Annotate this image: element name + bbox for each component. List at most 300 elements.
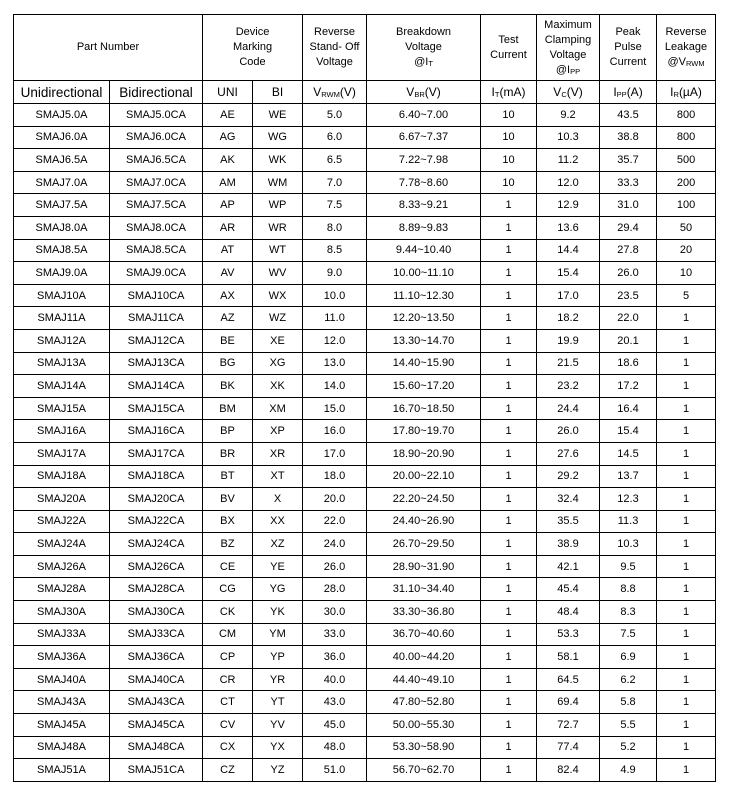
uni-marking-cell: CV [203,714,253,737]
uni-marking-cell: AP [203,194,253,217]
vrwm-cell: 10.0 [303,284,367,307]
vrwm-cell: 8.0 [303,216,367,239]
ir-cell: 800 [657,104,716,127]
bidirectional-part-cell: SMAJ7.0CA [110,171,203,194]
bi-header: BI [253,81,303,104]
vc-cell: 42.1 [537,555,600,578]
it-cell: 1 [481,262,537,285]
vc-cell: 18.2 [537,307,600,330]
bi-marking-cell: YG [253,578,303,601]
vc-cell: 32.4 [537,488,600,511]
it-cell: 1 [481,420,537,443]
vc-cell: 9.2 [537,104,600,127]
table-row [14,578,716,601]
ipp-cell: 4.9 [600,759,657,782]
unidirectional-part-cell: SMAJ30A [14,601,110,624]
bidirectional-part-cell: SMAJ43CA [110,691,203,714]
bidirectional-part-cell: SMAJ10CA [110,284,203,307]
vbr-cell: 10.00~11.10 [367,262,481,285]
vrwm-cell: 12.0 [303,329,367,352]
vbr-cell: 53.30~58.90 [367,736,481,759]
ipp-cell: 14.5 [600,442,657,465]
vc-cell: 29.2 [537,465,600,488]
vc-cell: 82.4 [537,759,600,782]
ir-cell: 1 [657,488,716,511]
bi-marking-cell: WM [253,171,303,194]
vc-cell: 64.5 [537,668,600,691]
uni-marking-cell: AG [203,126,253,149]
bidirectional-part-cell: SMAJ28CA [110,578,203,601]
bi-marking-cell: XM [253,397,303,420]
vrwm-cell: 6.0 [303,126,367,149]
vrwm-cell: 9.0 [303,262,367,285]
it-cell: 10 [481,126,537,149]
it-cell: 1 [481,216,537,239]
unidirectional-part-cell: SMAJ24A [14,533,110,556]
unidirectional-part-cell: SMAJ15A [14,397,110,420]
ir-cell: 100 [657,194,716,217]
unidirectional-part-cell: SMAJ5.0A [14,104,110,127]
uni-marking-cell: CG [203,578,253,601]
bi-marking-cell: WK [253,149,303,172]
it-cell: 1 [481,488,537,511]
bidirectional-part-cell: SMAJ6.5CA [110,149,203,172]
bidirectional-part-cell: SMAJ33CA [110,623,203,646]
header-row-2 [14,81,716,104]
ipp-cell: 23.5 [600,284,657,307]
vc-cell: 69.4 [537,691,600,714]
unidirectional-part-cell: SMAJ12A [14,329,110,352]
bi-marking-cell: WZ [253,307,303,330]
unidirectional-part-cell: SMAJ51A [14,759,110,782]
table-row [14,352,716,375]
vrwm-cell: 26.0 [303,555,367,578]
bi-marking-cell: YK [253,601,303,624]
uni-marking-cell: CE [203,555,253,578]
bidirectional-part-cell: SMAJ17CA [110,442,203,465]
vrwm-cell: 11.0 [303,307,367,330]
ipp-cell: 12.3 [600,488,657,511]
ir-cell: 800 [657,126,716,149]
vrwm-cell: 20.0 [303,488,367,511]
bidirectional-part-cell: SMAJ15CA [110,397,203,420]
unidirectional-part-cell: SMAJ14A [14,375,110,398]
vrwm-cell: 18.0 [303,465,367,488]
ipp-cell: 31.0 [600,194,657,217]
uni-marking-cell: BK [203,375,253,398]
table-row [14,601,716,624]
table-row [14,216,716,239]
uni-marking-cell: BM [203,397,253,420]
vbr-cell: 15.60~17.20 [367,375,481,398]
device-marking-code-header: Device Marking Code [203,15,303,81]
ir-cell: 1 [657,578,716,601]
ipp-cell: 33.3 [600,171,657,194]
uni-marking-cell: AV [203,262,253,285]
vrwm-cell: 48.0 [303,736,367,759]
uni-marking-cell: BV [203,488,253,511]
bidirectional-part-cell: SMAJ14CA [110,375,203,398]
vc-cell: 14.4 [537,239,600,262]
vbr-cell: 56.70~62.70 [367,759,481,782]
table-row [14,646,716,669]
table-row [14,533,716,556]
bi-marking-cell: X [253,488,303,511]
vrwm-cell: 45.0 [303,714,367,737]
bidirectional-part-cell: SMAJ20CA [110,488,203,511]
vc-cell: 10.3 [537,126,600,149]
vrwm-cell: 40.0 [303,668,367,691]
bi-marking-cell: XZ [253,533,303,556]
table-row [14,104,716,127]
bidirectional-part-cell: SMAJ13CA [110,352,203,375]
bidirectional-part-cell: SMAJ8.5CA [110,239,203,262]
ir-cell: 1 [657,329,716,352]
it-cell: 1 [481,714,537,737]
bidirectional-part-cell: SMAJ7.5CA [110,194,203,217]
ir-cell: 1 [657,646,716,669]
unidirectional-part-cell: SMAJ13A [14,352,110,375]
ir-cell: 10 [657,262,716,285]
vbr-cell: 6.67~7.37 [367,126,481,149]
bi-marking-cell: XK [253,375,303,398]
unidirectional-header: Unidirectional [14,81,110,104]
bidirectional-part-cell: SMAJ48CA [110,736,203,759]
unidirectional-part-cell: SMAJ6.5A [14,149,110,172]
bi-marking-cell: YM [253,623,303,646]
it-cell: 1 [481,601,537,624]
ir-cell: 1 [657,510,716,533]
unidirectional-part-cell: SMAJ18A [14,465,110,488]
bi-marking-cell: YX [253,736,303,759]
uni-marking-cell: AM [203,171,253,194]
uni-marking-cell: AX [203,284,253,307]
table-row [14,510,716,533]
it-cell: 1 [481,307,537,330]
vbr-cell: 44.40~49.10 [367,668,481,691]
bi-marking-cell: YE [253,555,303,578]
unidirectional-part-cell: SMAJ20A [14,488,110,511]
peak-pulse-current-header: Peak Pulse Current [600,15,657,81]
ipp-cell: 27.8 [600,239,657,262]
vc-unit-header: $V_C(V)$ [537,81,600,104]
table-row [14,194,716,217]
vc-cell: 15.4 [537,262,600,285]
uni-marking-cell: CR [203,668,253,691]
bi-marking-cell: WE [253,104,303,127]
bi-marking-cell: YZ [253,759,303,782]
unidirectional-part-cell: SMAJ40A [14,668,110,691]
uni-marking-cell: BP [203,420,253,443]
ipp-cell: 5.8 [600,691,657,714]
test-current-header: Test Current [481,15,537,81]
bi-marking-cell: WV [253,262,303,285]
ipp-cell: 43.5 [600,104,657,127]
ir-cell: 1 [657,352,716,375]
unidirectional-part-cell: SMAJ9.0A [14,262,110,285]
vbr-cell: 6.40~7.00 [367,104,481,127]
unidirectional-part-cell: SMAJ7.0A [14,171,110,194]
uni-marking-cell: CX [203,736,253,759]
it-cell: 10 [481,149,537,172]
ipp-cell: 7.5 [600,623,657,646]
bi-marking-cell: WX [253,284,303,307]
vbr-cell: 36.70~40.60 [367,623,481,646]
bi-marking-cell: XR [253,442,303,465]
unidirectional-part-cell: SMAJ11A [14,307,110,330]
bi-marking-cell: XE [253,329,303,352]
it-cell: 1 [481,691,537,714]
ir-cell: 5 [657,284,716,307]
unidirectional-part-cell: SMAJ45A [14,714,110,737]
bidirectional-part-cell: SMAJ24CA [110,533,203,556]
ipp-cell: 35.7 [600,149,657,172]
ir-cell: 20 [657,239,716,262]
uni-marking-cell: CP [203,646,253,669]
ipp-cell: 9.5 [600,555,657,578]
vbr-cell: 40.00~44.20 [367,646,481,669]
vc-cell: 21.5 [537,352,600,375]
vrwm-cell: 33.0 [303,623,367,646]
vbr-unit-header: $V_{BR}(V)$ [367,81,481,104]
bidirectional-header: Bidirectional [110,81,203,104]
table-row [14,759,716,782]
vbr-cell: 17.80~19.70 [367,420,481,443]
vrwm-cell: 30.0 [303,601,367,624]
ir-cell: 50 [657,216,716,239]
bi-marking-cell: YP [253,646,303,669]
it-cell: 1 [481,397,537,420]
vc-cell: 26.0 [537,420,600,443]
unidirectional-part-cell: SMAJ26A [14,555,110,578]
vbr-cell: 31.10~34.40 [367,578,481,601]
bidirectional-part-cell: SMAJ8.0CA [110,216,203,239]
ir-cell: 200 [657,171,716,194]
unidirectional-part-cell: SMAJ8.5A [14,239,110,262]
table-row [14,442,716,465]
bi-marking-cell: WR [253,216,303,239]
bidirectional-part-cell: SMAJ51CA [110,759,203,782]
table-row [14,149,716,172]
uni-marking-cell: AK [203,149,253,172]
bidirectional-part-cell: SMAJ30CA [110,601,203,624]
vbr-cell: 11.10~12.30 [367,284,481,307]
vc-cell: 58.1 [537,646,600,669]
it-cell: 1 [481,533,537,556]
uni-marking-cell: CZ [203,759,253,782]
it-cell: 1 [481,623,537,646]
vbr-cell: 26.70~29.50 [367,533,481,556]
table-row [14,488,716,511]
vrwm-unit-header: $V_{RWM}(V)$ [303,81,367,104]
part-number-header: Part Number [14,15,203,81]
it-cell: 1 [481,329,537,352]
ipp-cell: 10.3 [600,533,657,556]
vrwm-cell: 36.0 [303,646,367,669]
vrwm-cell: 22.0 [303,510,367,533]
bi-marking-cell: YR [253,668,303,691]
table-row [14,126,716,149]
ipp-cell: 8.8 [600,578,657,601]
unidirectional-part-cell: SMAJ8.0A [14,216,110,239]
table-row [14,555,716,578]
table-row [14,375,716,398]
vrwm-cell: 16.0 [303,420,367,443]
vrwm-cell: 5.0 [303,104,367,127]
ipp-cell: 5.2 [600,736,657,759]
vc-cell: 45.4 [537,578,600,601]
uni-marking-cell: CK [203,601,253,624]
bi-marking-cell: XP [253,420,303,443]
ipp-cell: 29.4 [600,216,657,239]
ir-cell: 1 [657,668,716,691]
vrwm-cell: 17.0 [303,442,367,465]
vbr-cell: 20.00~22.10 [367,465,481,488]
it-cell: 1 [481,759,537,782]
vc-cell: 35.5 [537,510,600,533]
vrwm-cell: 14.0 [303,375,367,398]
vbr-cell: 8.33~9.21 [367,194,481,217]
vc-cell: 72.7 [537,714,600,737]
bidirectional-part-cell: SMAJ45CA [110,714,203,737]
table-row [14,623,716,646]
it-cell: 1 [481,736,537,759]
uni-marking-cell: BT [203,465,253,488]
uni-header: UNI [203,81,253,104]
vc-cell: 77.4 [537,736,600,759]
bidirectional-part-cell: SMAJ5.0CA [110,104,203,127]
vrwm-cell: 7.0 [303,171,367,194]
header-row-1 [14,15,716,81]
vc-cell: 48.4 [537,601,600,624]
vrwm-cell: 8.5 [303,239,367,262]
table-row [14,329,716,352]
bi-marking-cell: YV [253,714,303,737]
ir-cell: 1 [657,555,716,578]
table-row [14,465,716,488]
unidirectional-part-cell: SMAJ36A [14,646,110,669]
bi-marking-cell: YT [253,691,303,714]
table-row [14,397,716,420]
bi-marking-cell: XT [253,465,303,488]
vbr-cell: 8.89~9.83 [367,216,481,239]
it-cell: 10 [481,104,537,127]
vbr-cell: 28.90~31.90 [367,555,481,578]
unidirectional-part-cell: SMAJ17A [14,442,110,465]
it-cell: 1 [481,578,537,601]
ir-cell: 1 [657,307,716,330]
ir-cell: 1 [657,759,716,782]
uni-marking-cell: AR [203,216,253,239]
vc-cell: 13.6 [537,216,600,239]
bi-marking-cell: XG [253,352,303,375]
table-row [14,691,716,714]
unidirectional-part-cell: SMAJ6.0A [14,126,110,149]
ir-cell: 1 [657,714,716,737]
vc-cell: 27.6 [537,442,600,465]
ipp-cell: 15.4 [600,420,657,443]
ir-cell: 1 [657,397,716,420]
table-row [14,284,716,307]
vrwm-cell: 24.0 [303,533,367,556]
breakdown-voltage-header: Breakdown Voltage $@I_T$ [367,15,481,81]
vbr-cell: 12.20~13.50 [367,307,481,330]
reverse-standoff-voltage-header: Reverse Stand- Off Voltage [303,15,367,81]
ir-cell: 1 [657,533,716,556]
table-row [14,262,716,285]
uni-marking-cell: BG [203,352,253,375]
ipp-cell: 17.2 [600,375,657,398]
vrwm-cell: 43.0 [303,691,367,714]
table-row [14,668,716,691]
ir-unit-header: $I_R(\mu A)$ [657,81,716,104]
uni-marking-cell: CT [203,691,253,714]
it-cell: 1 [481,465,537,488]
it-cell: 1 [481,442,537,465]
uni-marking-cell: BE [203,329,253,352]
bi-marking-cell: WT [253,239,303,262]
bi-marking-cell: WG [253,126,303,149]
vrwm-cell: 15.0 [303,397,367,420]
table-row [14,239,716,262]
vbr-cell: 14.40~15.90 [367,352,481,375]
vc-cell: 17.0 [537,284,600,307]
it-unit-header: $I_T(mA)$ [481,81,537,104]
uni-marking-cell: CM [203,623,253,646]
table-row [14,420,716,443]
bidirectional-part-cell: SMAJ22CA [110,510,203,533]
bidirectional-part-cell: SMAJ40CA [110,668,203,691]
vc-cell: 19.9 [537,329,600,352]
vc-cell: 11.2 [537,149,600,172]
unidirectional-part-cell: SMAJ22A [14,510,110,533]
ir-cell: 1 [657,736,716,759]
ipp-cell: 16.4 [600,397,657,420]
vrwm-cell: 13.0 [303,352,367,375]
vc-cell: 24.4 [537,397,600,420]
vc-cell: 12.0 [537,171,600,194]
uni-marking-cell: AT [203,239,253,262]
bidirectional-part-cell: SMAJ36CA [110,646,203,669]
ir-cell: 1 [657,442,716,465]
reverse-leakage-header: Reverse Leakage $@V_{RWM}$ [657,15,716,81]
it-cell: 1 [481,284,537,307]
unidirectional-part-cell: SMAJ43A [14,691,110,714]
bidirectional-part-cell: SMAJ16CA [110,420,203,443]
ipp-cell: 6.9 [600,646,657,669]
vrwm-cell: 28.0 [303,578,367,601]
bidirectional-part-cell: SMAJ11CA [110,307,203,330]
uni-marking-cell: AZ [203,307,253,330]
ipp-cell: 6.2 [600,668,657,691]
vbr-cell: 7.22~7.98 [367,149,481,172]
unidirectional-part-cell: SMAJ16A [14,420,110,443]
ipp-cell: 26.0 [600,262,657,285]
table-row [14,736,716,759]
it-cell: 1 [481,668,537,691]
vc-cell: 23.2 [537,375,600,398]
it-cell: 1 [481,375,537,398]
ir-cell: 1 [657,691,716,714]
vc-cell: 53.3 [537,623,600,646]
table-row [14,307,716,330]
ir-cell: 1 [657,623,716,646]
bidirectional-part-cell: SMAJ26CA [110,555,203,578]
vbr-cell: 47.80~52.80 [367,691,481,714]
ir-cell: 1 [657,601,716,624]
vbr-cell: 9.44~10.40 [367,239,481,262]
unidirectional-part-cell: SMAJ10A [14,284,110,307]
